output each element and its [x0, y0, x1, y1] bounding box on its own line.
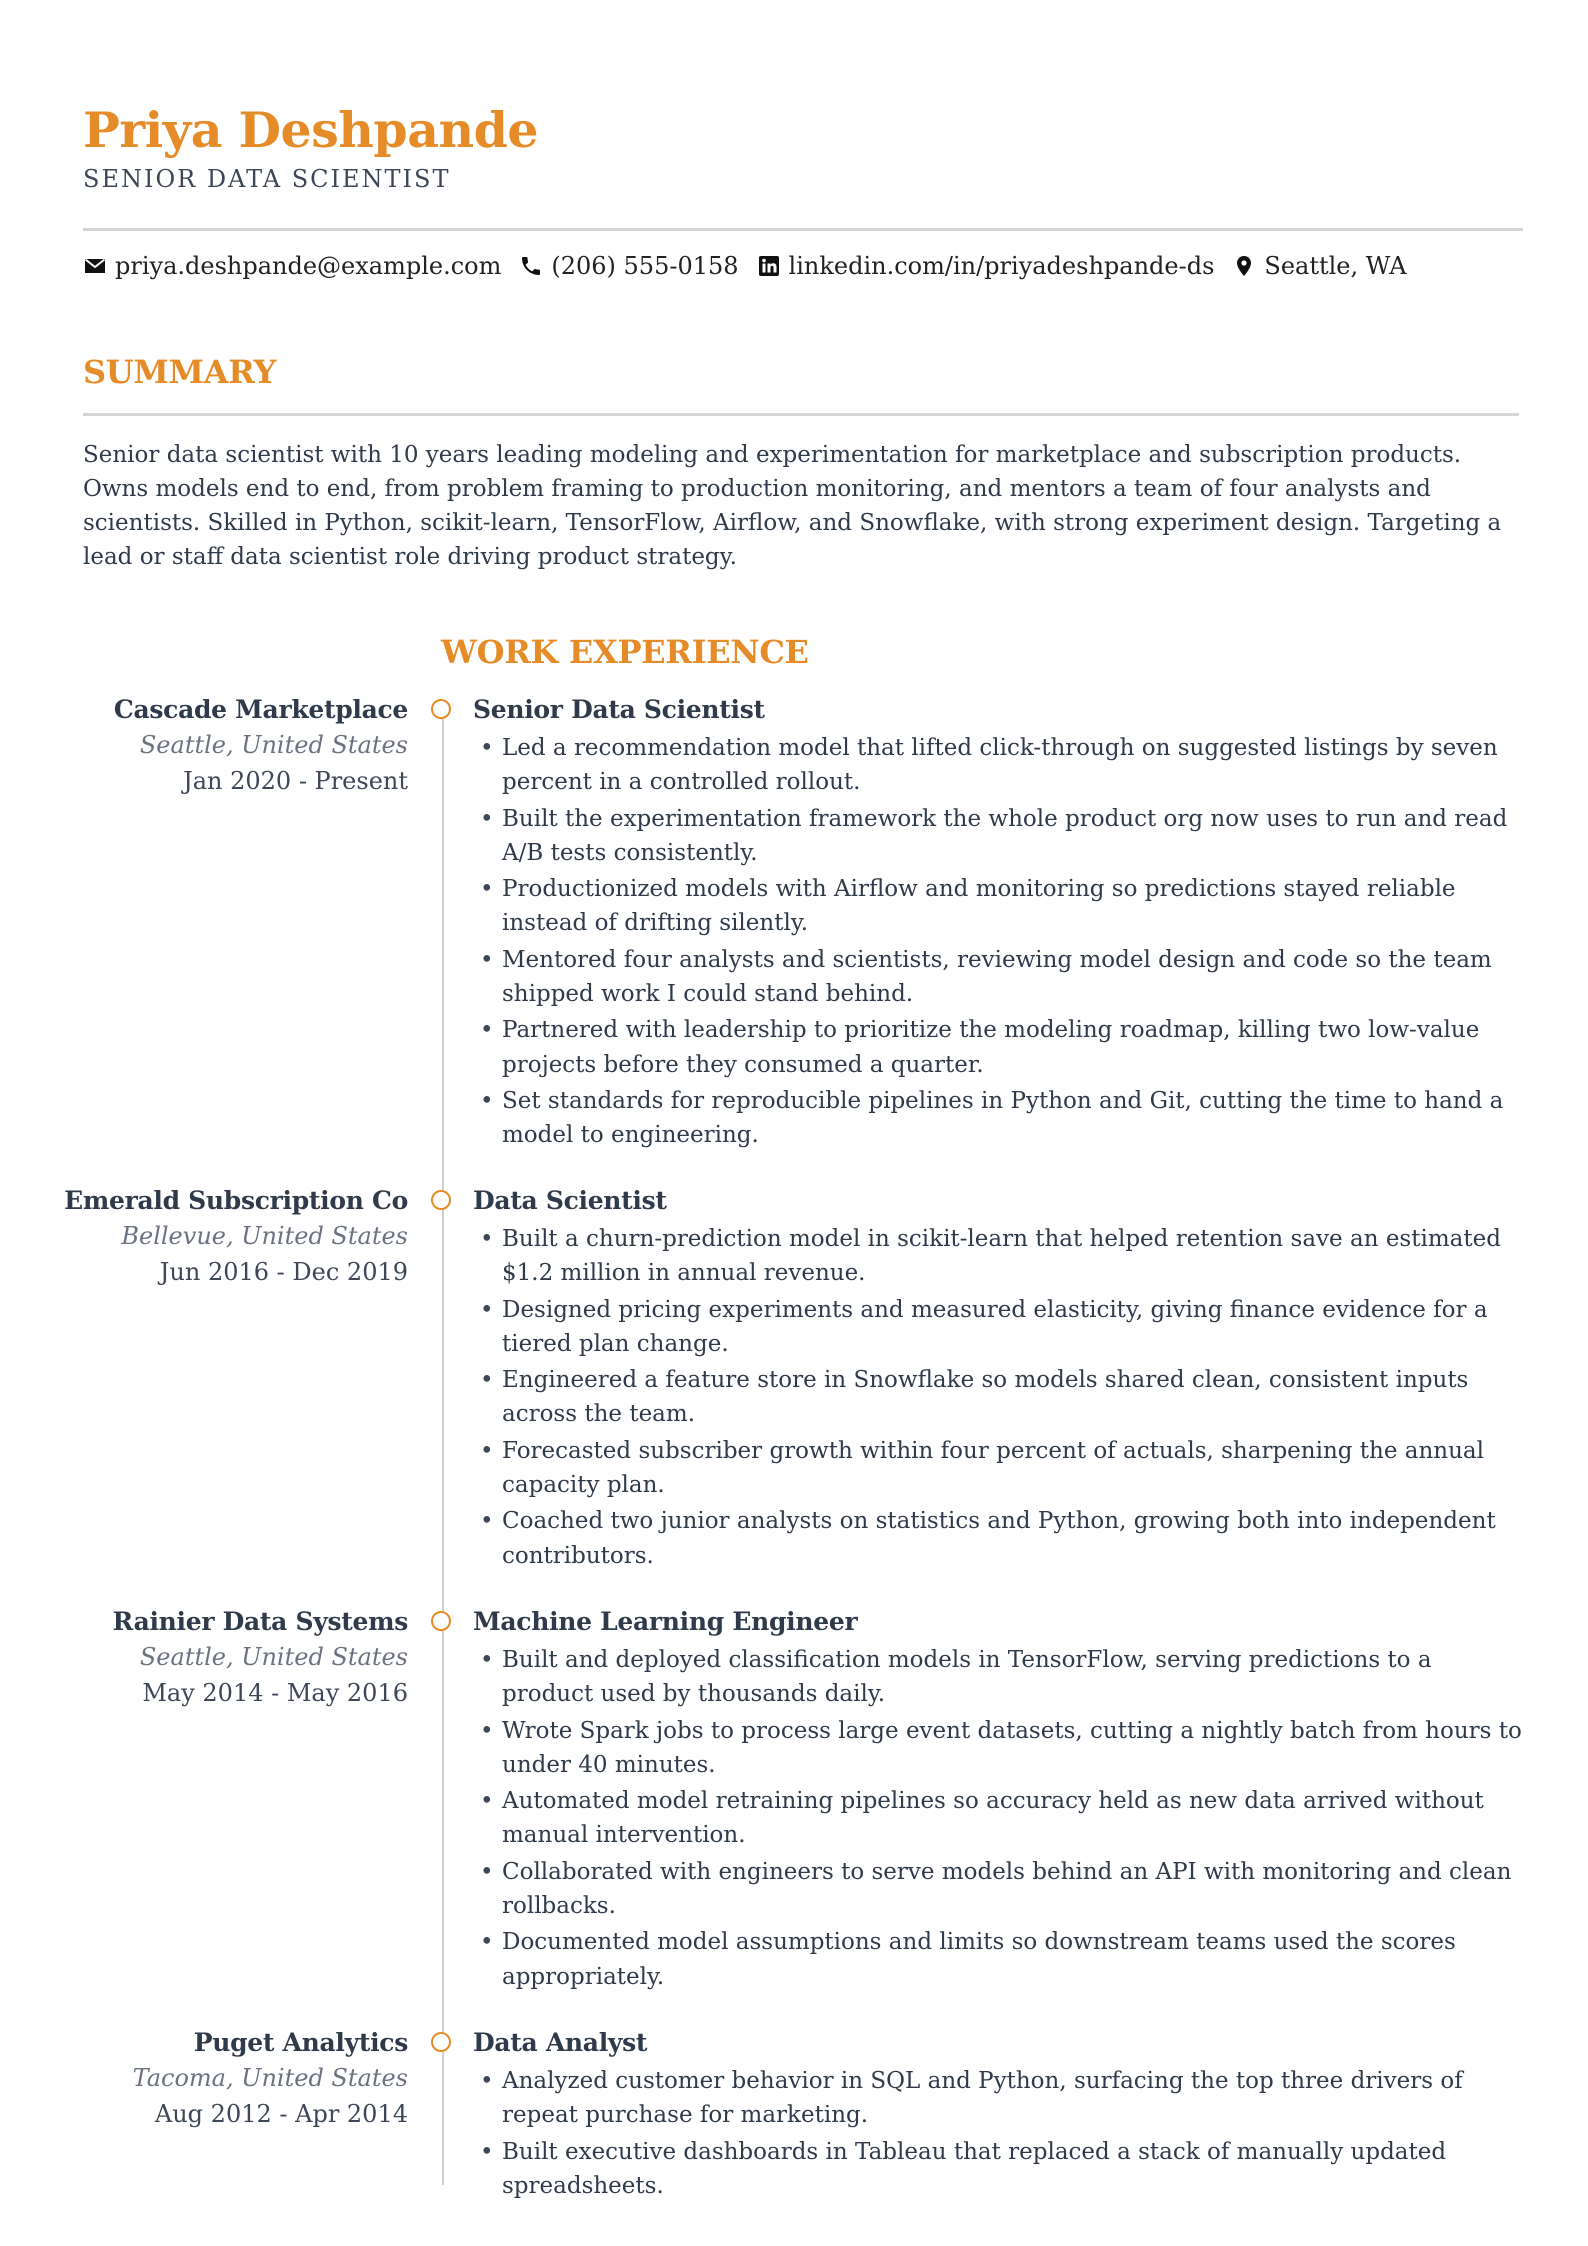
map-pin-icon: [1232, 254, 1256, 278]
header-divider: [83, 228, 1523, 231]
job-dates: Jan 2020 - Present: [183, 767, 408, 795]
contact-phone[interactable]: [519, 252, 738, 280]
job-bullet: • Coached two junior analysts on statistics and Python, growing both into independent contributors.: [480, 1504, 1525, 1573]
job-company: Rainier Data Systems: [112, 1607, 408, 1636]
job-bullet: • Built a churn-prediction model in scikit-learn that helped retention save an estimated $1.2 million in annual revenue.: [480, 1222, 1525, 1291]
job-bullet: • Built the experimentation framework the whole product org now uses to run and read A/B tests consistently.: [480, 802, 1525, 871]
linkedin-icon: [757, 254, 781, 278]
job-dates: Aug 2012 - Apr 2014: [154, 2100, 408, 2128]
job-role: Senior Data Scientist: [473, 695, 765, 724]
job-meta: [113, 1605, 408, 1711]
contact-email-text: priya.deshpande@example.com: [115, 252, 502, 280]
contact-location-text: Seattle, WA: [1264, 252, 1407, 280]
contact-bar: [83, 248, 1425, 284]
job-dates: May 2014 - May 2016: [142, 1679, 408, 1707]
job-bullet: • Led a recommendation model that lifted click-through on suggested listings by seven percent in a controlled rollout.: [480, 731, 1525, 800]
timeline-dot: [431, 699, 451, 719]
job-bullet: • Partnered with leadership to prioritize the modeling roadmap, killing two low-value projects before they consumed a quarter.: [480, 1013, 1525, 1082]
job-bullet: • Mentored four analysts and scientists, reviewing model design and code so the team shipped work I could stand behind.: [480, 943, 1525, 1012]
timeline-dot: [431, 2032, 451, 2052]
job-bullet: • Engineered a feature store in Snowflake so models shared clean, consistent inputs across the team.: [480, 1363, 1525, 1432]
timeline-line: [442, 700, 444, 2185]
job-role: Data Analyst: [473, 2028, 648, 2057]
job-bullet: • Wrote Spark jobs to process large event datasets, cutting a nightly batch from hours to under 40 minutes.: [480, 1714, 1525, 1783]
job-meta: [114, 693, 408, 799]
job-bullet: • Automated model retraining pipelines so accuracy held as new data arrived without manual intervention.: [480, 1784, 1525, 1853]
contact-linkedin[interactable]: [757, 252, 1215, 280]
job-role: Machine Learning Engineer: [473, 1607, 858, 1636]
job-location: Bellevue, United States: [121, 1222, 408, 1250]
job-bullet: • Productionized models with Airflow and monitoring so predictions stayed reliable instead of drifting silently.: [480, 872, 1525, 941]
timeline-dot: [431, 1611, 451, 1631]
resume-header: [83, 98, 1520, 196]
job-location: Tacoma, United States: [132, 2064, 408, 2092]
job-location: Seattle, United States: [139, 1643, 408, 1671]
job-bullet: • Collaborated with engineers to serve models behind an API with monitoring and clean rollbacks.: [480, 1855, 1525, 1924]
job-bullet: • Built executive dashboards in Tableau that replaced a stack of manually updated spreadsheets.: [480, 2135, 1525, 2204]
envelope-icon: [83, 254, 107, 278]
summary-heading: SUMMARY: [83, 353, 277, 391]
job-company: Emerald Subscription Co: [64, 1186, 408, 1215]
job-location: Seattle, United States: [139, 731, 408, 759]
summary-text: Senior data scientist with 10 years leading modeling and experimentation for marketplace and subscription products. Owns models end to end, from problem framing to production monitoring, and mentors a team of four analysts and scientists. Skilled in Python, scikit-learn, TensorFlow, Airflow, and Snowflake, with strong experiment design. Targeting a lead or staff data scientist role driving product strategy.: [83, 442, 1502, 570]
job-meta: [64, 1184, 408, 1290]
job-bullets: [480, 2064, 1525, 2205]
job-bullet: • Built and deployed classification models in TensorFlow, serving predictions to a product used by thousands daily.: [480, 1643, 1525, 1712]
job-bullets: [480, 1643, 1525, 1996]
job-company: Puget Analytics: [193, 2028, 408, 2057]
candidate-name: Priya Deshpande: [83, 101, 539, 159]
job-dates: Jun 2016 - Dec 2019: [159, 1258, 408, 1286]
work-experience-heading: WORK EXPERIENCE: [441, 633, 809, 671]
contact-linkedin-text: linkedin.com/in/priyadeshpande-ds: [788, 252, 1215, 280]
job-company: Cascade Marketplace: [113, 695, 408, 724]
contact-email[interactable]: [83, 252, 501, 280]
job-bullets: [480, 731, 1525, 1155]
timeline-dot: [431, 1190, 451, 1210]
job-bullet: • Documented model assumptions and limits so downstream teams used the scores appropriately.: [480, 1925, 1525, 1994]
job-bullet: • Designed pricing experiments and measured elasticity, giving finance evidence for a tiered plan change.: [480, 1293, 1525, 1362]
contact-phone-text: (206) 555-0158: [551, 252, 739, 280]
job-bullet: • Set standards for reproducible pipelines in Python and Git, cutting the time to hand a model to engineering.: [480, 1084, 1525, 1153]
job-role: Data Scientist: [473, 1186, 667, 1215]
job-bullets: [480, 1222, 1525, 1575]
job-meta: [133, 2026, 408, 2132]
phone-icon: [519, 254, 543, 278]
job-bullet: • Analyzed customer behavior in SQL and Python, surfacing the top three drivers of repeat purchase for marketing.: [480, 2064, 1525, 2133]
contact-location: [1232, 252, 1406, 280]
job-bullet: • Forecasted subscriber growth within four percent of actuals, sharpening the annual capacity plan.: [480, 1434, 1525, 1503]
candidate-title: SENIOR DATA SCIENTIST: [83, 165, 451, 193]
summary-divider: [83, 413, 1519, 416]
